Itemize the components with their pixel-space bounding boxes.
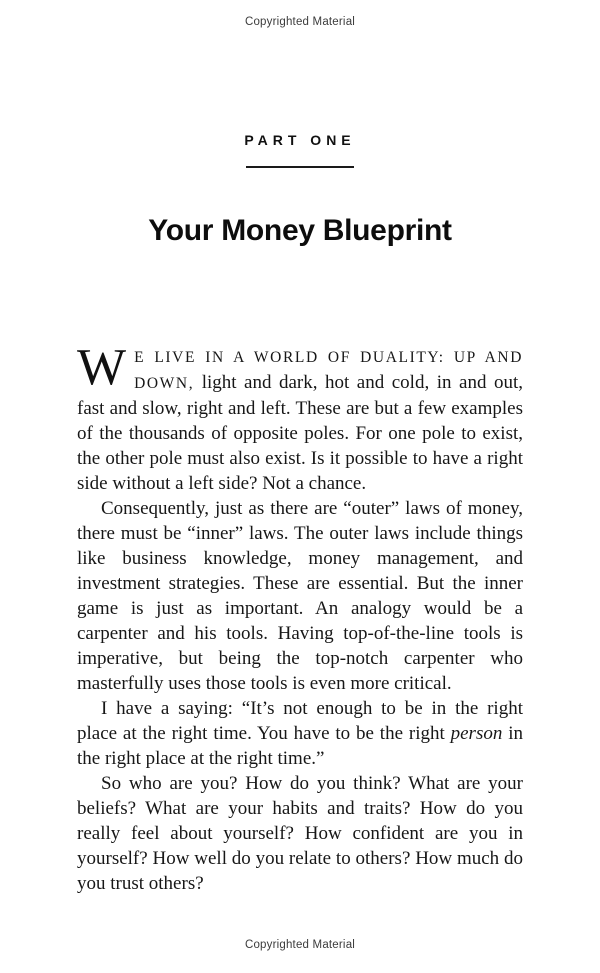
body-text-block bbox=[77, 339, 523, 896]
copyright-notice-top: Copyrighted Material bbox=[244, 16, 356, 28]
paragraph-1 bbox=[77, 339, 523, 496]
paragraph-3-text-after: in the right place at the right time.” bbox=[77, 723, 523, 769]
chapter-title: Your Money Blueprint bbox=[148, 214, 452, 247]
paragraph-3-italic-word: person bbox=[450, 723, 503, 744]
drop-cap: W bbox=[77, 339, 127, 396]
paragraph-3-text-before: I have a saying: “It’s not enough to be in the right place at the right time. You have to be the right bbox=[77, 698, 523, 744]
copyright-notice-bottom: Copyrighted Material bbox=[244, 939, 356, 951]
paragraph-4: So who are you? How do you think? What are your beliefs? What are your habits and traits? How do you really feel about yourself? How confident are you in yourself? How well do you relate to others? How much do you trust others? bbox=[77, 773, 523, 894]
part-divider-rule bbox=[246, 166, 354, 168]
part-label: PART ONE bbox=[244, 132, 356, 148]
part-heading-block bbox=[0, 132, 600, 168]
paragraph-1-text: light and dark, hot and cold, in and out, fast and slow, right and left. These are but a few examples of the thousands of opposite poles. For one pole to exist, the other pole must also exist. Is it possible to have a right side without a left side? Not a chance. bbox=[77, 372, 523, 494]
paragraph-2: Consequently, just as there are “outer” laws of money, there must be “inner” laws. The outer laws include things like business knowledge, money management, and investment strategies. These are essential. But the inner game is just as important. An analogy would be a carpenter and his tools. Having top-of-the-line tools is imperative, but being the top-notch carpenter who masterfully uses those tools is even more critical. bbox=[77, 498, 523, 694]
paragraph-3 bbox=[77, 696, 523, 771]
paragraph-1-lead-caps: E LIVE IN A WORLD OF DUALITY: UP AND DOWN, bbox=[134, 349, 523, 392]
